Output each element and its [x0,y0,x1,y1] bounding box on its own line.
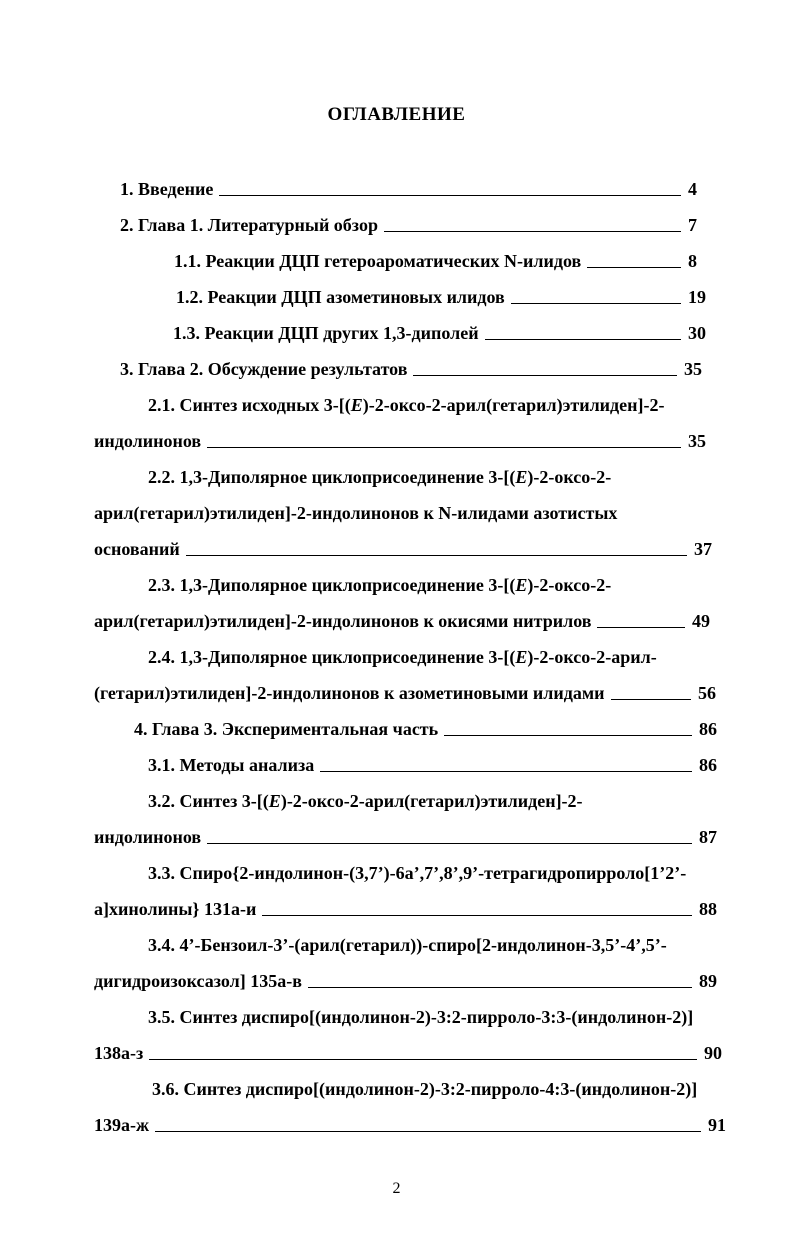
toc-entry[interactable] [94,1114,726,1136]
toc-entry[interactable] [94,610,710,632]
toc-entry-text: (гетарил)этилиден]-2-индолинонов к азометиновыми илидами [94,683,605,703]
toc-entry-page: 88 [699,899,717,919]
toc-entry[interactable] [94,502,617,524]
toc-entry-text: 4. Глава 3. Экспериментальная часть [134,719,439,739]
toc-entry[interactable] [94,538,712,560]
toc-entry-text: арил(гетарил)этилиден]-2-индолинонов к N-илидами азотистых [94,503,618,523]
toc-leader [597,627,685,628]
toc-entry-text: 2.3. 1,3-Диполярное циклоприсоединение 3-[(E)-2-оксо-2- [148,575,612,595]
toc-entry-page: 37 [694,539,712,559]
toc-entry[interactable] [120,358,702,380]
toc-leader [320,771,692,772]
toc-entry-page: 8 [688,251,697,271]
toc-leader [444,735,692,736]
toc-leader [155,1131,701,1132]
toc-entry-page: 90 [704,1043,722,1063]
toc-entry-text: 2.4. 1,3-Диполярное циклоприсоединение 3-[(E)-2-оксо-2-арил- [148,647,657,667]
toc-entry-text: 1. Введение [120,179,214,199]
toc-entry[interactable] [148,934,667,956]
toc-entry[interactable] [174,250,697,272]
toc-leader [149,1059,697,1060]
toc-entry-page: 86 [699,719,717,739]
toc-entry[interactable] [94,826,717,848]
toc-entry[interactable] [148,862,686,884]
toc-entry-text: 3.3. Спиро{2-индолинон-(3,7’)-6а’,7’,8’,9’-тетрагидропирроло[1’2’- [148,863,687,883]
toc-entry[interactable] [94,430,706,452]
toc-entry[interactable] [94,898,717,920]
toc-entry-page: 49 [692,611,710,631]
toc-entry-page: 19 [688,287,706,307]
toc-entry-text: индолинонов [94,827,202,847]
toc-entry[interactable] [94,1042,722,1064]
toc-entry[interactable] [94,682,716,704]
toc-entry-text: арил(гетарил)этилиден]-2-индолинонов к окисями нитрилов [94,611,592,631]
toc-entry-text: 1.3. Реакции ДЦП других 1,3-диполей [173,323,479,343]
toc-entry-text: 1.2. Реакции ДЦП азометиновых илидов [176,287,505,307]
toc-entry-page: 56 [698,683,716,703]
toc-entry-page: 91 [708,1115,726,1135]
toc-leader [186,555,687,556]
toc-leader [587,267,681,268]
toc-entry-text: 138а-з [94,1043,144,1063]
page-number: 2 [392,1180,401,1197]
toc-entry-text: оснований [94,539,180,559]
toc-entry[interactable] [148,1006,693,1028]
toc-entry-text: 3.1. Методы анализа [148,755,315,775]
toc-entry-text: дигидроизоксазол] 135а-в [94,971,302,991]
toc-leader [219,195,681,196]
toc-leader [308,987,692,988]
toc-leader [611,699,692,700]
toc-entry-text: 3.5. Синтез диспиро[(индолинон-2)-3:2-пирроло-3:3-(индолинон-2)] [148,1007,694,1027]
toc-entry-text: 1.1. Реакции ДЦП гетероароматических N-илидов [174,251,582,271]
page-title: ОГЛАВЛЕНИЕ [327,104,466,125]
toc-entry[interactable] [173,322,706,344]
toc-entry-text: 3.6. Синтез диспиро[(индолинон-2)-3:2-пирроло-4:3-(индолинон-2)] [152,1079,698,1099]
toc-entry-text: 3.4. 4’-Бензоил-3’-(арил(гетарил))-спиро[2-индолинон-3,5’-4’,5’- [148,935,667,955]
toc-leader [511,303,681,304]
toc-entry-page: 89 [699,971,717,991]
toc-entry-text: 2.1. Синтез исходных 3-[(E)-2-оксо-2-арил(гетарил)этилиден]-2- [148,395,665,415]
toc-entry-page: 35 [684,359,702,379]
toc-entry-page: 4 [688,179,697,199]
toc-entry-page: 35 [688,431,706,451]
toc-entry[interactable] [120,214,697,236]
toc-entry-text: 139а-ж [94,1115,150,1135]
toc-entry-text: индолинонов [94,431,202,451]
toc-leader [207,447,681,448]
toc-leader [384,231,681,232]
toc-entry[interactable] [176,286,706,308]
toc-entry-text: а]хинолины} 131а-и [94,899,257,919]
toc-entry[interactable] [148,466,611,488]
toc-entry[interactable] [94,970,717,992]
toc-entry[interactable] [120,178,697,200]
toc-entry-text: 2.2. 1,3-Диполярное циклоприсоединение 3-[(E)-2-оксо-2- [148,467,612,487]
toc-entry[interactable] [148,646,657,668]
toc-leader [207,843,692,844]
toc-entry-page: 30 [688,323,706,343]
toc-leader [485,339,681,340]
toc-entry-text: 2. Глава 1. Литературный обзор [120,215,378,235]
toc-entry-page: 86 [699,755,717,775]
toc-entry-text: 3. Глава 2. Обсуждение результатов [120,359,408,379]
toc-entry-text: 3.2. Синтез 3-[(E)-2-оксо-2-арил(гетарил)этилиден]-2- [148,791,583,811]
toc-leader [413,375,677,376]
toc-entry[interactable] [148,790,583,812]
toc-leader [262,915,692,916]
toc-entry[interactable] [148,574,611,596]
toc-entry-page: 7 [688,215,697,235]
toc-entry-page: 87 [699,827,717,847]
toc-entry[interactable] [152,1078,697,1100]
toc-entry[interactable] [148,394,665,416]
toc-entry[interactable] [134,718,717,740]
toc-entry[interactable] [148,754,717,776]
